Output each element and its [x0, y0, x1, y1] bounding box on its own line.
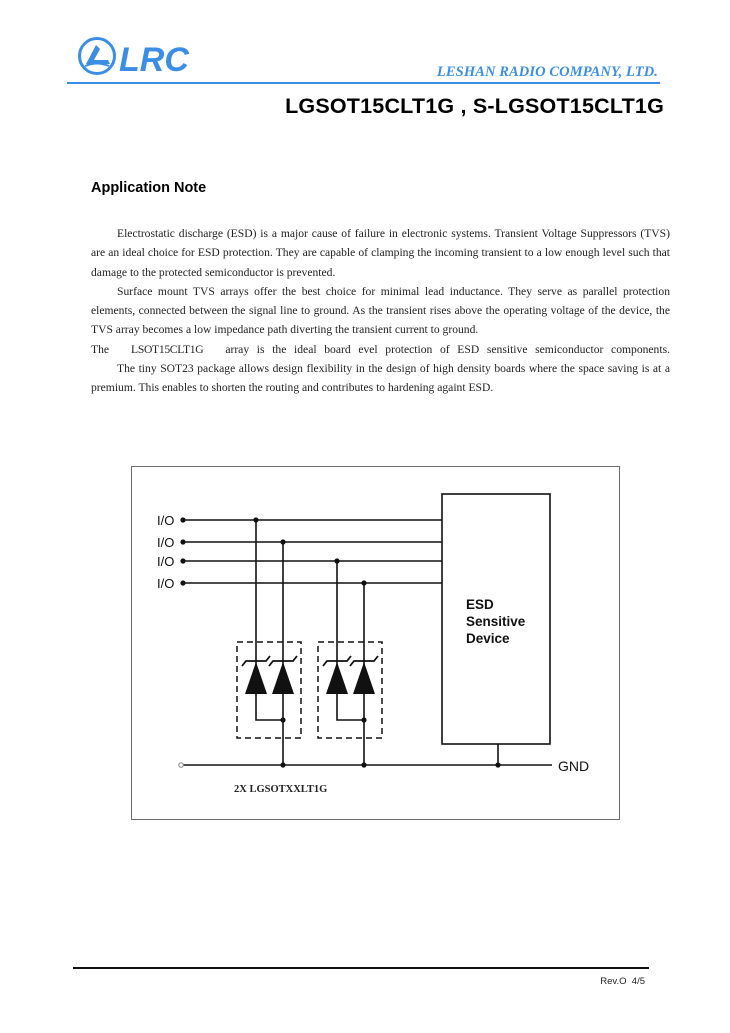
tvs-diode-1 — [245, 662, 267, 694]
paragraph-esd: Electrostatic discharge (ESD) is a major cause of failure in electronic systems. Transient Voltage Suppressors (TVS) are an ideal choice for ESD protection. They are capable of clamping the incoming transient to a low enough level such that damage to the protected semiconductor is prevented. — [91, 227, 670, 279]
junction-dot — [361, 762, 366, 767]
anode-join-1 — [256, 694, 283, 720]
junction-dot — [280, 762, 285, 767]
junction-dot — [361, 580, 366, 585]
io-label-3: I/O — [157, 554, 175, 569]
section-heading: Application Note — [91, 180, 207, 196]
part-line-part: LSOT15CLT1G — [131, 342, 204, 356]
io-label-2: I/O — [157, 535, 175, 550]
junction-dot — [253, 517, 258, 522]
part-title: LGSOT15CLT1G , S-LGSOT15CLT1G — [285, 94, 664, 118]
junction-dot — [180, 517, 185, 522]
ground-label: GND — [558, 758, 590, 774]
revision: Rev.O — [600, 976, 627, 987]
tvs-diode-3 — [326, 662, 348, 694]
logo-text: LRC — [119, 41, 189, 79]
junction-dot — [280, 539, 285, 544]
footer-revision — [600, 976, 645, 987]
junction-dot — [334, 558, 339, 563]
part-line-suffix: array is the ideal board evel protection of ESD sensitive semiconductor components. — [225, 342, 670, 356]
junction-dot — [280, 717, 285, 722]
tvs-diode-2 — [272, 662, 294, 694]
device-label-line-1: ESD — [466, 597, 494, 612]
junction-dot — [180, 539, 185, 544]
anode-join-2 — [337, 694, 364, 720]
page-number: 4/5 — [631, 976, 645, 987]
junction-dot — [180, 580, 185, 585]
tvs-diodes — [242, 656, 378, 694]
device-label-line-2: Sensitive — [466, 614, 526, 629]
io-label-1: I/O — [157, 513, 175, 528]
tvs-diode-4 — [353, 662, 375, 694]
io-label-4: I/O — [157, 576, 175, 591]
footer-divider — [73, 967, 649, 969]
junction-dot — [361, 717, 366, 722]
ground-terminal — [179, 763, 184, 768]
company-name: LESHAN RADIO COMPANY, LTD. — [436, 64, 658, 80]
part-line-prefix: The — [91, 342, 110, 356]
paragraph-tvs-text: Surface mount TVS arrays offer the best choice for minimal lead inductance. They serve as parallel protection elements, connected between the signal line to ground. As the transient rises above the operating voltage of the device, the TVS array becomes a low impedance path diverting the transient current to ground. — [91, 284, 670, 337]
paragraph-sot23: The tiny SOT23 package allows design flexibility in the design of high density boards where the space saving is at a premium. This enables to shorten the routing and contributes to hardening againt ESD. — [91, 362, 670, 395]
junction-dot — [495, 762, 500, 767]
junction-dot — [180, 558, 185, 563]
package-label: 2X LGSOTXXLT1G — [234, 784, 328, 795]
device-label-line-3: Device — [466, 631, 510, 646]
